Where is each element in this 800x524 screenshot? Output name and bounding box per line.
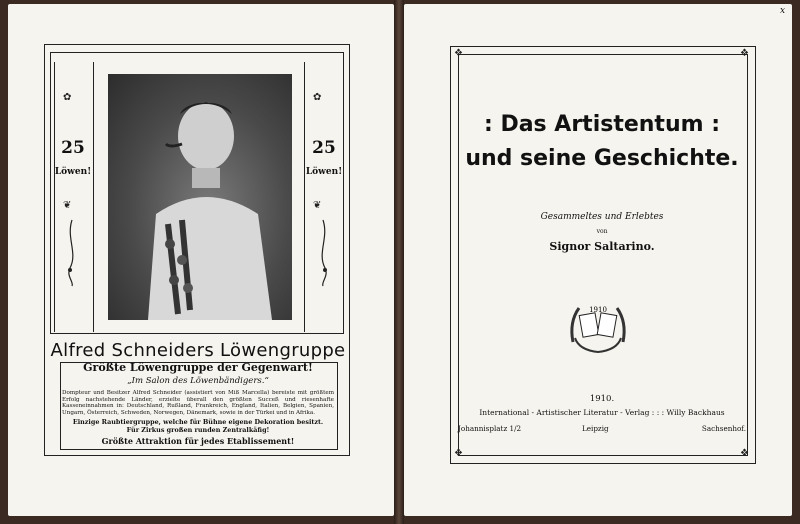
corner-ornament-icon: ❖ [740,448,749,459]
page-mark: x [780,6,786,16]
address-building: Sachsenhof. [701,424,746,433]
lions-count-left: 25 [61,138,85,158]
group-title: Alfred Schneiders Löwengruppe [50,340,346,361]
group-subtitle: Größte Löwengruppe der Gegenwart! [83,361,313,374]
lions-label-left: Löwen! [54,167,92,177]
right-side-column [304,62,344,332]
left-side-column [54,62,94,332]
advert-bold-line: Einzige Raubtiergruppe, welche für Bühne eigene Dekoration besitzt. [72,418,324,426]
logo-year: 1910 [589,306,607,314]
corner-ornament-icon: ❖ [454,48,463,59]
author-name: Signor Saltarino. [549,240,655,253]
publisher-name: International - Artistischer Literatur - Verlag : : : Willy Backhaus [479,408,725,417]
address-city: Leipzig [582,424,609,433]
advert-bold-line: Größte Attraktion für jedes Etablissement! [101,436,295,446]
corner-ornament-icon: ❖ [740,48,749,59]
ornament-icon: ❦ [63,200,72,211]
publication-year: 1910. [589,394,615,404]
book-gutter [394,0,404,524]
vine-ornament-icon [62,218,82,288]
corner-ornament-icon: ❖ [454,448,463,459]
ornament-icon: ✿ [63,92,72,103]
portrait-photo [108,74,292,320]
vine-ornament-icon [313,218,333,288]
address-street: Johannisplatz 1/2 [458,424,522,433]
advert-bold-line: Für Zirkus großen runden Zentralkäfig! [126,426,270,434]
by-label: von [596,228,608,235]
ornament-icon: ✿ [313,92,322,103]
advert-body-text: Dompteur und Besitzer Alfred Schneider (assistiert von Miß Marcella) bereiste mit größtem Erfolg nachstehende Länder, erzielte überall den größten Succeß und riesenhafte Kasseneinnahmen in: Deutschland, Rußland, Frankreich, England, Italien, Belgien, Spanien, Ungarn, Österreich, Schweden, Norwegen, Dänemark, sowie in der Türkei und in Afrika. [62,390,334,416]
lions-count-right: 25 [312,138,336,158]
book-subtitle: Gesammeltes und Erlebtes [540,212,664,222]
group-quote: „Im Salon des Löwenbändigers.“ [127,376,269,386]
book-title-line-2: und seine Geschichte. [465,146,739,171]
lions-label-right: Löwen! [305,167,343,177]
book-title-line-1: : Das Artistentum : [483,112,720,137]
publisher-logo-icon [565,292,631,358]
ornament-icon: ❦ [313,200,322,211]
